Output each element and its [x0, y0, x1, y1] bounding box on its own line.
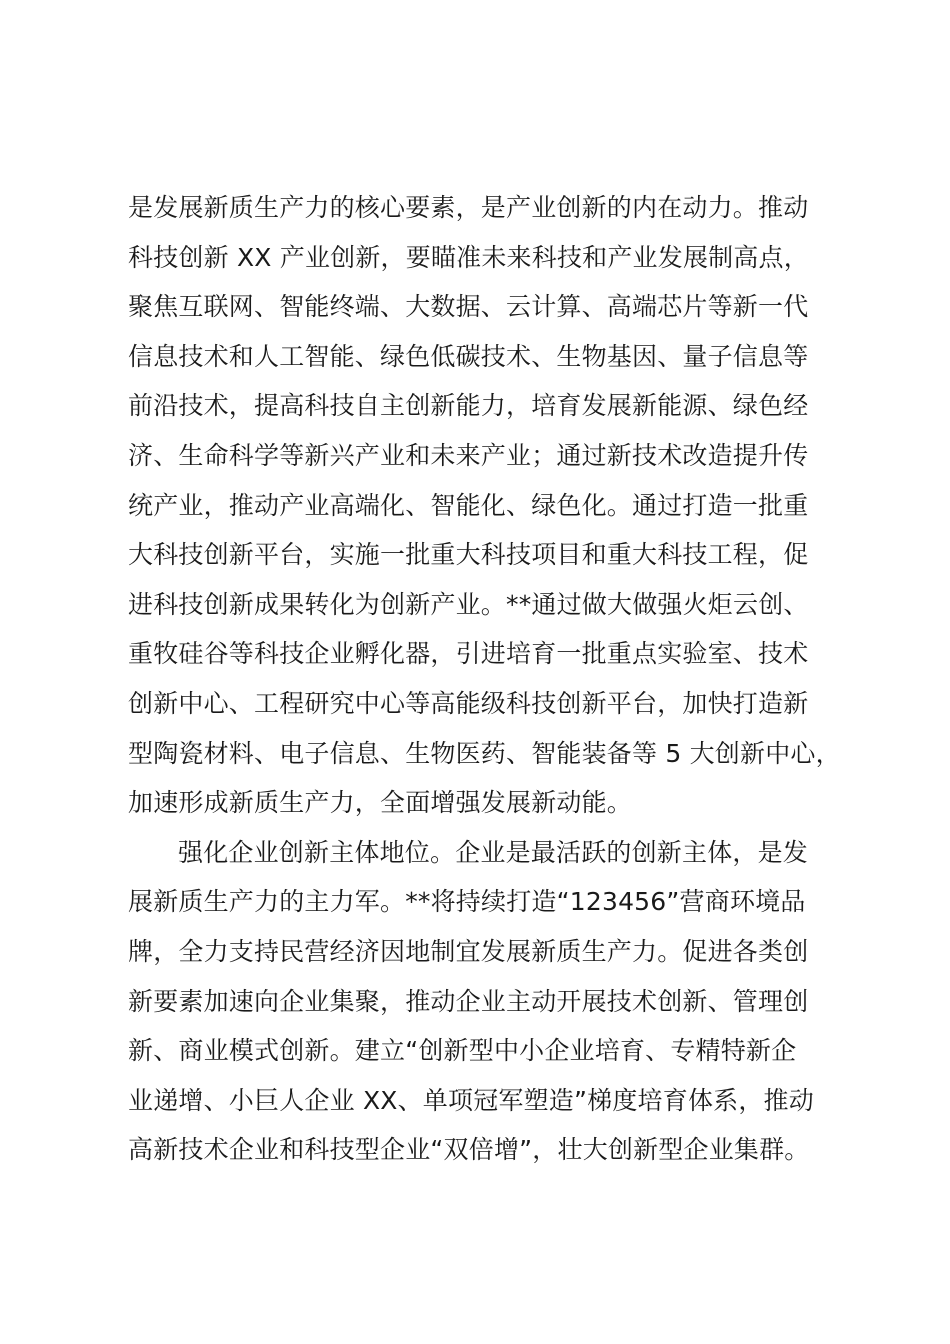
document-body [128, 183, 858, 1175]
paragraph-1-line: 聚焦互联网、智能终端、大数据、云计算、高端芯片等新一代 [128, 292, 809, 322]
paragraph-1-line: 加速形成新质生产力，全面增强发展新动能。 [128, 788, 633, 818]
paragraph-2-line: 业递增、小巨人企业 XX、单项冠军塑造”梯度培育体系，推动 [128, 1085, 814, 1115]
paragraph-2-line: 新要素加速向企业集聚，推动企业主动开展技术创新、管理创 [128, 986, 809, 1016]
paragraph-1-line: 信息技术和人工智能、绿色低碳技术、生物基因、量子信息等 [128, 341, 809, 371]
paragraph-2 [128, 828, 858, 1175]
paragraph-1-line: 前沿技术，提高科技自主创新能力，培育发展新能源、绿色经 [128, 391, 809, 421]
paragraph-1-line: 重牧硅谷等科技企业孵化器，引进培育一批重点实验室、技术 [128, 639, 809, 669]
paragraph-1-line: 济、生命科学等新兴产业和未来产业；通过新技术改造提升传 [128, 440, 809, 470]
paragraph-2-line: 高新技术企业和科技型企业“双倍增”，壮大创新型企业集群。 [128, 1135, 810, 1165]
paragraph-2-line: 展新质生产力的主力军。**将持续打造“123456”营商环境品 [128, 887, 806, 917]
paragraph-2-line: 新、商业模式创新。建立“创新型中小企业培育、专精特新企 [128, 1036, 797, 1066]
paragraph-1-line: 型陶瓷材料、电子信息、生物医药、智能装备等 5 大创新中心， [128, 738, 841, 768]
paragraph-1-line: 创新中心、工程研究中心等高能级科技创新平台，加快打造新 [128, 688, 809, 718]
paragraph-1 [128, 183, 858, 828]
paragraph-1-line: 大科技创新平台，实施一批重大科技项目和重大科技工程，促 [128, 540, 809, 570]
paragraph-2-line: 强化企业创新主体地位。企业是最活跃的创新主体，是发 [178, 837, 809, 867]
paragraph-1-line: 是发展新质生产力的核心要素，是产业创新的内在动力。推动 [128, 193, 809, 222]
paragraph-1-line: 统产业，推动产业高端化、智能化、绿色化。通过打造一批重 [128, 490, 809, 520]
paragraph-1-line: 科技创新 XX 产业创新，要瞄准未来科技和产业发展制高点， [128, 242, 809, 272]
paragraph-2-line: 牌，全力支持民营经济因地制宜发展新质生产力。促进各类创 [128, 936, 809, 966]
paragraph-1-line: 进科技创新成果转化为创新产业。**通过做大做强火炬云创、 [128, 589, 809, 619]
